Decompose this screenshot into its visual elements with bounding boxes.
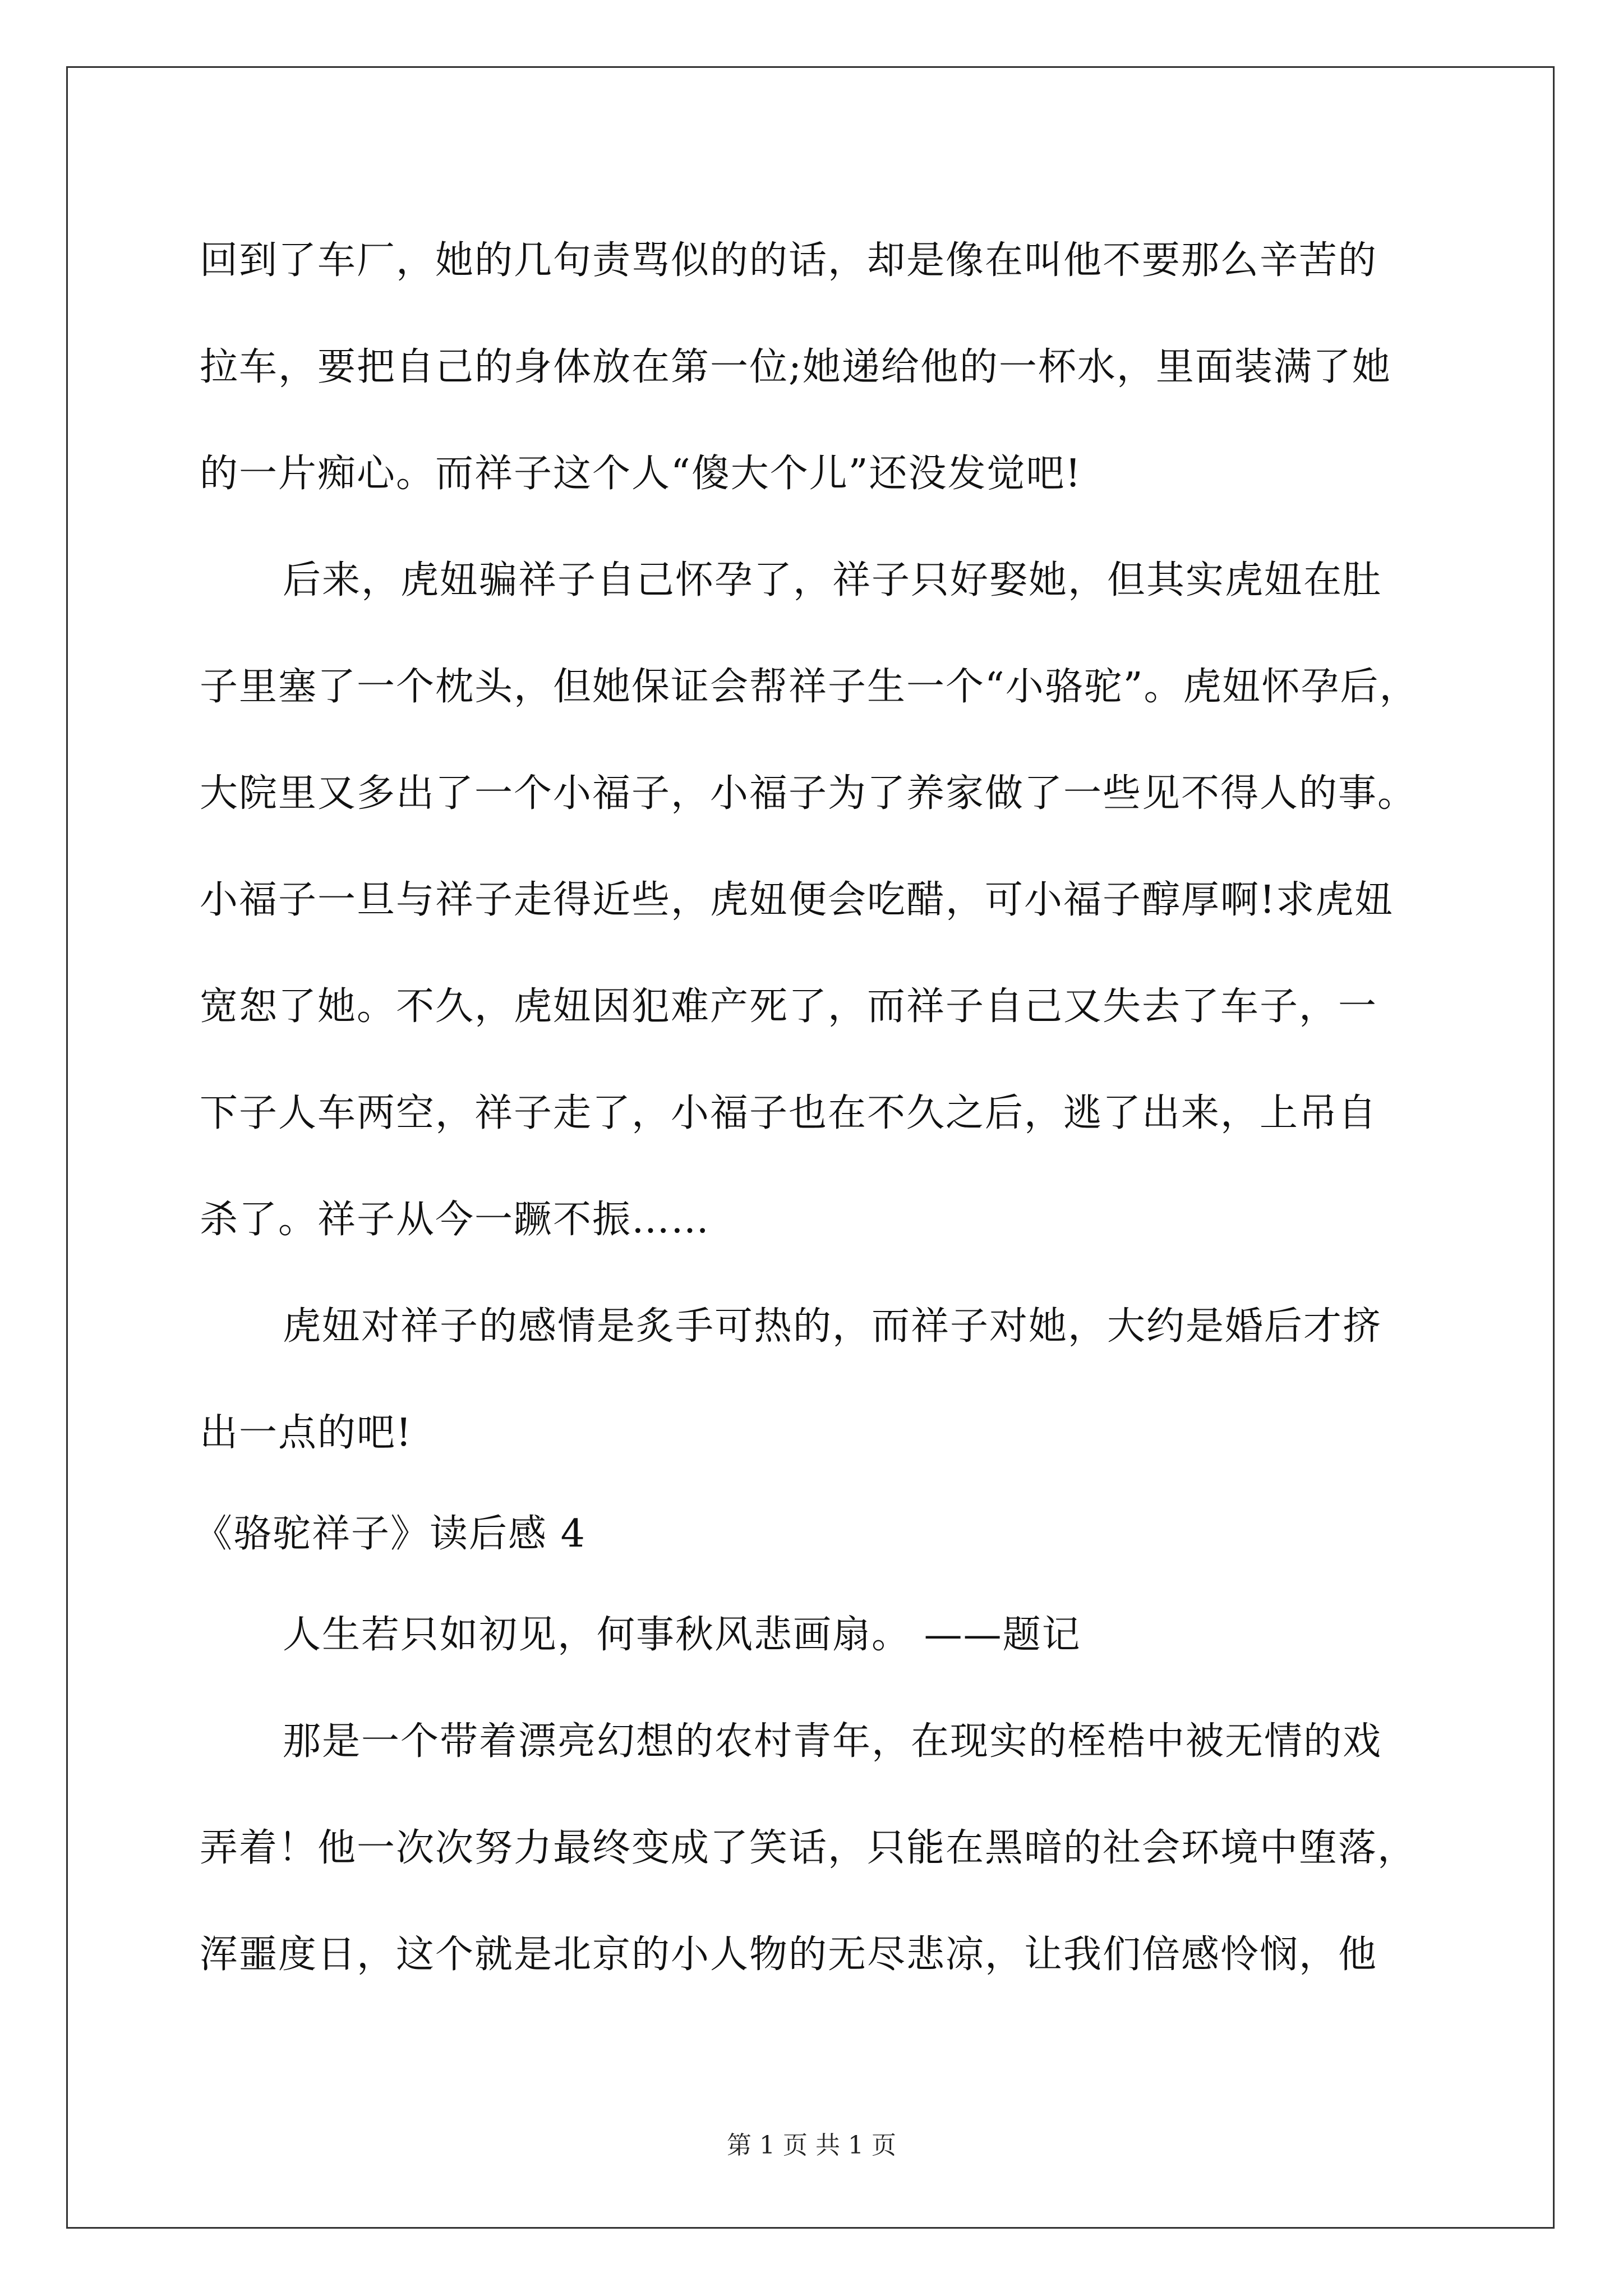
paragraph-line: 小福子一旦与祥子走得近些，虎妞便会吃醋，可小福子醇厚啊!求虎妞 [200,878,1394,922]
paragraph-line: 杀了。祥子从今一蹶不振…… [200,1198,711,1242]
paragraph-line: 回到了车厂，她的几句责骂似的的话，却是像在叫他不要那么辛苦的 [200,238,1378,283]
paragraph-line: 宽恕了她。不久，虎妞因犯难产死了，而祥子自己又失去了车子，一 [200,984,1378,1029]
paragraph-line: 子里塞了一个枕头，但她保证会帮祥子生一个“小骆驼”。虎妞怀孕后， [200,665,1419,709]
paragraph-line: 虎妞对祥子的感情是炙手可热的，而祥子对她，大约是婚后才挤 [283,1304,1382,1349]
paragraph-line: 拉车，要把自己的身体放在第一位;她递给他的一杯水，里面装满了她 [200,345,1391,389]
paragraph-line: 后来，虎妞骗祥子自己怀孕了，祥子只好娶她，但其实虎妞在肚 [283,558,1382,602]
page-number-footer: 第 1 页 共 1 页 [727,2131,896,2160]
paragraph-line: 浑噩度日，这个就是北京的小人物的无尽悲凉，让我们倍感怜悯，他 [200,1932,1378,1977]
paragraph-line: 的一片痴心。而祥子这个人“傻大个儿”还没发觉吧! [200,452,1082,496]
paragraph-line: 大院里又多出了一个小福子，小福子为了养家做了一些见不得人的事。 [200,771,1417,816]
paragraph-line: 下子人车两空，祥子走了，小福子也在不久之后，逃了出来，上吊自 [200,1091,1378,1135]
paragraph-line: 弄着！他一次次努力最终变成了笑话，只能在黑暗的社会环境中堕落， [200,1826,1417,1870]
paragraph-line: 出一点的吧! [200,1411,413,1455]
paragraph-line: 那是一个带着漂亮幻想的农村青年，在现实的桎梏中被无情的戏 [283,1719,1382,1764]
epigraph-line: 人生若只如初见，何事秋风悲画扇。 ——题记 [283,1613,1081,1657]
section-heading: 《骆驼祥子》读后感 4 [194,1512,586,1556]
